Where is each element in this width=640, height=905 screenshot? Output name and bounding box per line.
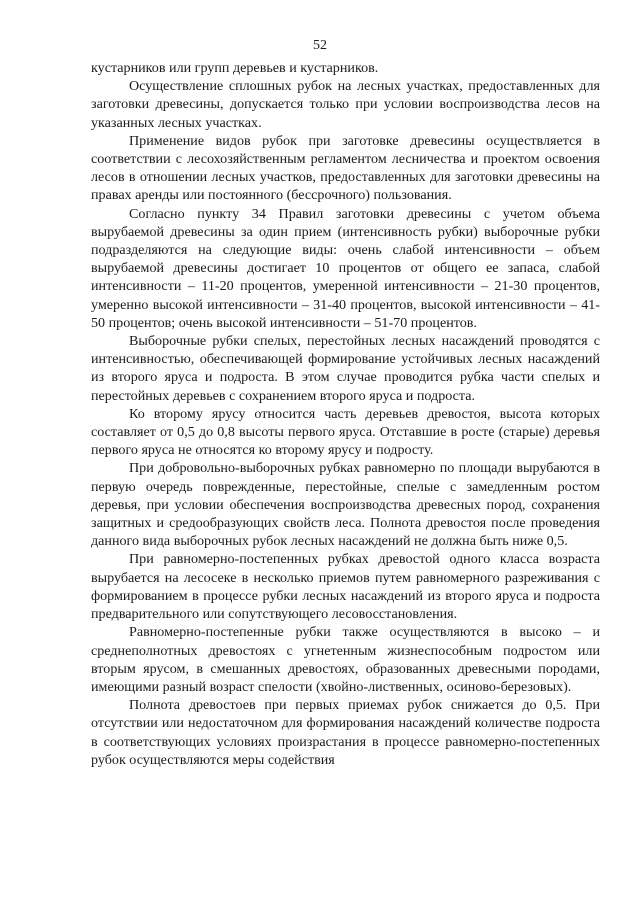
paragraph-cutting-types-application: Применение видов рубок при заготовке древесины осуществляется в соответствии с лесохозяйственным регламентом лесничества и проектом освоения лесов в отношении лесных участков, предоставленных для заготовки древесины на правах аренды или постоянного (бессрочного) пользования. — [91, 132, 600, 204]
paragraph-selective-cutting-mature: Выборочные рубки спелых, перестойных лесных насаждений проводятся с интенсивностью, обеспечивающей формирование устойчивых лесных насаждений из второго яруса и подроста. В этом случае проводится рубка части спелых и перестойных деревьев с сохранением второго яруса и подроста. — [91, 333, 600, 404]
paragraph-voluntary-selective-cutting: При добровольно-выборочных рубках равномерно по площади вырубаются в первую очередь поврежденные, перестойные, спелые с замедленным ростом деревья, при условии обеспечения воспроизводства древесных пород, сохранения защитных и средообразующих свойств леса. Полнота древостоя после проведения данного вида выборочных рубок лесных насаждений не должна быть ниже 0,5. — [91, 460, 600, 550]
paragraph-clear-cutting-conditions: Осуществление сплошных рубок на лесных участках, предоставленных для заготовки древесины, допускается только при условии воспроизводства лесов на указанных лесных участках. — [91, 78, 600, 131]
paragraph-uniform-gradual-cutting: При равномерно-постепенных рубках древостой одного класса возраста вырубается на лесосеке в несколько приемов путем равномерного разреживания с формированием в процессе рубки лесных насаждений из второго яруса и подроста предварительного или сопутствующего лесовосстановления. — [91, 551, 600, 623]
paragraph-continuation: кустарников или групп деревьев и кустарников. — [91, 60, 379, 76]
paragraph-uniform-gradual-cutting-stands: Равномерно-постепенные рубки также осуществляются в высоко – и среднеполнотных древостоях с угнетенным жизнеспособным подростом или вторым ярусом, в смешанных древостоях, образованных древесными породами, имеющими разный возраст спелости (хвойно-лиственных, осиново-березовых). — [91, 624, 600, 695]
document-body — [91, 59, 600, 769]
paragraph-stand-density-first-stages: Полнота древостоев при первых приемах рубок снижается до 0,5. При отсутствии или недостаточном для формирования насаждений количестве подроста в соответствующих условиях произрастания в процессе равномерно-постепенных рубок осуществляются меры содействия — [91, 697, 600, 768]
paragraph-second-tier-definition: Ко второму ярусу относится часть деревьев древостоя, высота которых составляет от 0,5 до 0,8 высоты первого яруса. Отставшие в росте (старые) деревья первого яруса не относятся ко второму ярусу и подросту. — [91, 405, 600, 459]
page-number: 52 — [313, 38, 327, 53]
paragraph-cutting-intensity-types: Согласно пункту 34 Правил заготовки древесины с учетом объема вырубаемой древесины за один прием (интенсивность рубки) выборочные рубки подразделяются на следующие виды: очень слабой интенсивности – объем вырубаемой древесины достигает 10 процентов от общего ее запаса, слабой интенсивности – 11-20 процентов, умеренной интенсивности – 21-30 процентов, умеренно высокой интенсивности – 31-40 процентов, высокой интенсивности – 41-50 процентов; очень высокой интенсивности – 51-70 процентов. — [91, 205, 600, 331]
